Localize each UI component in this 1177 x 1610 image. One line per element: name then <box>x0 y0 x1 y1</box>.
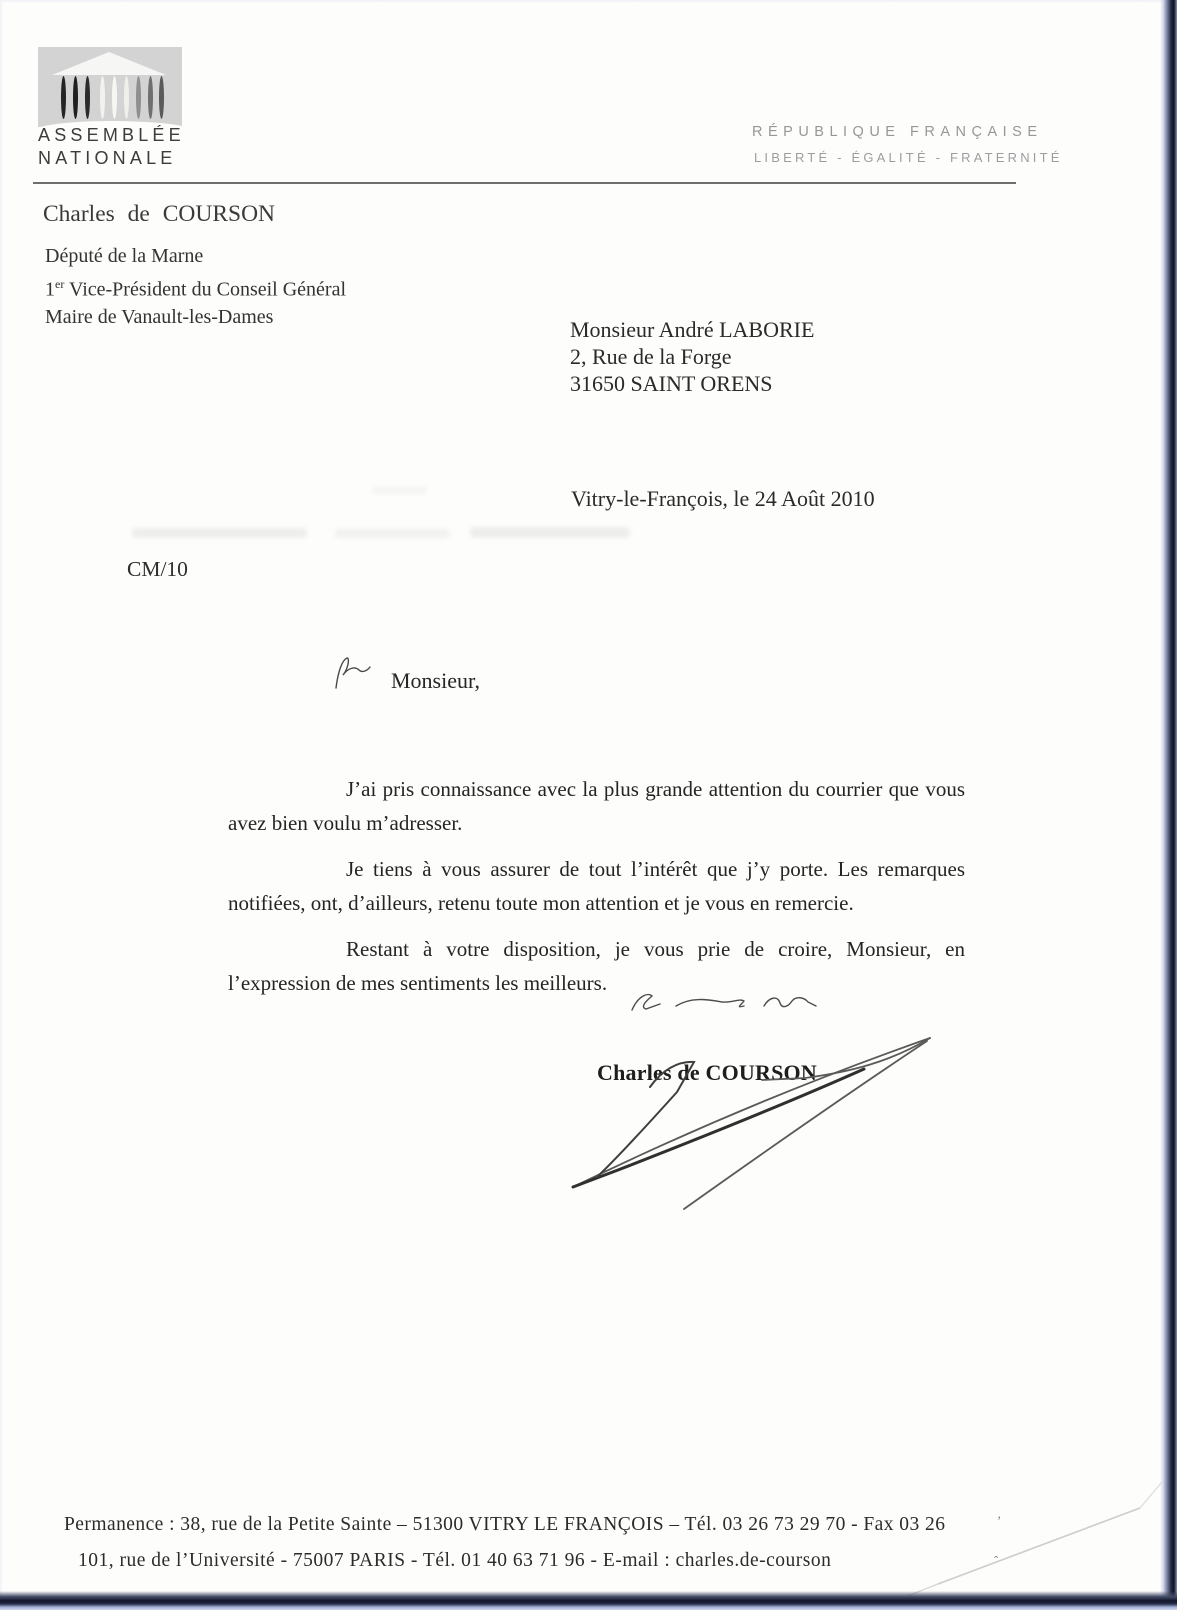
footer-cutoff-mark: ˆ <box>994 1553 999 1568</box>
letter-body <box>228 772 965 1012</box>
paper-crease-line <box>890 1460 1170 1600</box>
sender-titles <box>45 243 346 331</box>
recipient-address <box>570 316 814 397</box>
republique-francaise-label: RÉPUBLIQUE FRANÇAISE <box>752 124 1043 140</box>
column-icon <box>100 76 105 119</box>
assemblee-nationale-logo <box>38 47 182 127</box>
footer-paris-address: 101, rue de l’Université - 75007 PARIS - Tél. 01 40 63 71 96 - E-mail : charles.de-courson <box>78 1550 832 1571</box>
devise-label: LIBERTÉ - ÉGALITÉ - FRATERNITÉ <box>754 150 1063 165</box>
signature-name: Charles de COURSON <box>597 1060 817 1085</box>
scan-edge-left <box>0 0 3 1610</box>
scan-edge-right <box>1160 0 1177 1610</box>
header-divider <box>33 182 1016 184</box>
recipient-city: 31650 SAINT ORENS <box>570 371 773 396</box>
sender-title-1: Député de la Marne <box>45 245 204 267</box>
body-paragraph-1: J’ai pris connaissance avec la plus grande attention du courrier que vous avez bien voulu m’adresser. <box>228 777 965 835</box>
recipient-street: 2, Rue de la Forge <box>570 344 732 369</box>
column-icon <box>61 76 66 119</box>
column-icon <box>148 76 153 119</box>
body-paragraph-2: Je tiens à vous assurer de tout l’intérêt que j’y porte. Les remarques notifiées, ont, d’ailleurs, retenu toute mon attention et je vous en remercie. <box>228 857 965 915</box>
scan-smudge <box>132 528 307 538</box>
sender-name: Charles de COURSON <box>43 201 276 227</box>
salutation: Monsieur, <box>391 668 480 693</box>
column-icon <box>112 76 117 119</box>
column-icon <box>85 76 90 119</box>
footer-permanence-address: Permanence : 38, rue de la Petite Sainte – 51300 VITRY LE FRANÇOIS – Tél. 03 26 73 29 70 - Fax 03 26 <box>64 1514 946 1535</box>
handwritten-signature-scrawl-icon <box>550 1020 950 1220</box>
date-line: Vitry-le-François, le 24 Août 2010 <box>571 486 875 511</box>
logo-wordmark-line1: ASSEMBLÉE <box>38 125 185 145</box>
body-paragraph-3: Restant à votre disposition, je vous prie de croire, Monsieur, en l’expression de mes sentiments les meilleurs. <box>228 937 965 995</box>
scan-edge-top <box>0 0 1177 3</box>
sender-title-3: Maire de Vanault-les-Dames <box>45 305 274 328</box>
sender-title-2: 1er Vice-Président du Conseil Général <box>45 276 347 301</box>
column-icon <box>159 76 164 119</box>
scan-smudge <box>335 529 450 538</box>
logo-wordmark-line2: NATIONALE <box>38 148 177 168</box>
recipient-name: Monsieur André LABORIE <box>570 317 815 342</box>
reference-code: CM/10 <box>127 557 188 581</box>
scan-edge-bottom <box>0 1591 1177 1610</box>
footer-cutoff-mark: ’ <box>997 1513 1002 1528</box>
pediment-icon <box>52 52 166 75</box>
handwritten-flourish-mark-icon <box>618 988 828 1022</box>
handwritten-initials-mark-icon <box>328 652 376 694</box>
column-icon <box>136 76 141 119</box>
scan-smudge <box>470 527 630 538</box>
column-icon <box>124 76 129 119</box>
column-icon <box>73 76 78 119</box>
scan-smudge <box>372 487 427 494</box>
